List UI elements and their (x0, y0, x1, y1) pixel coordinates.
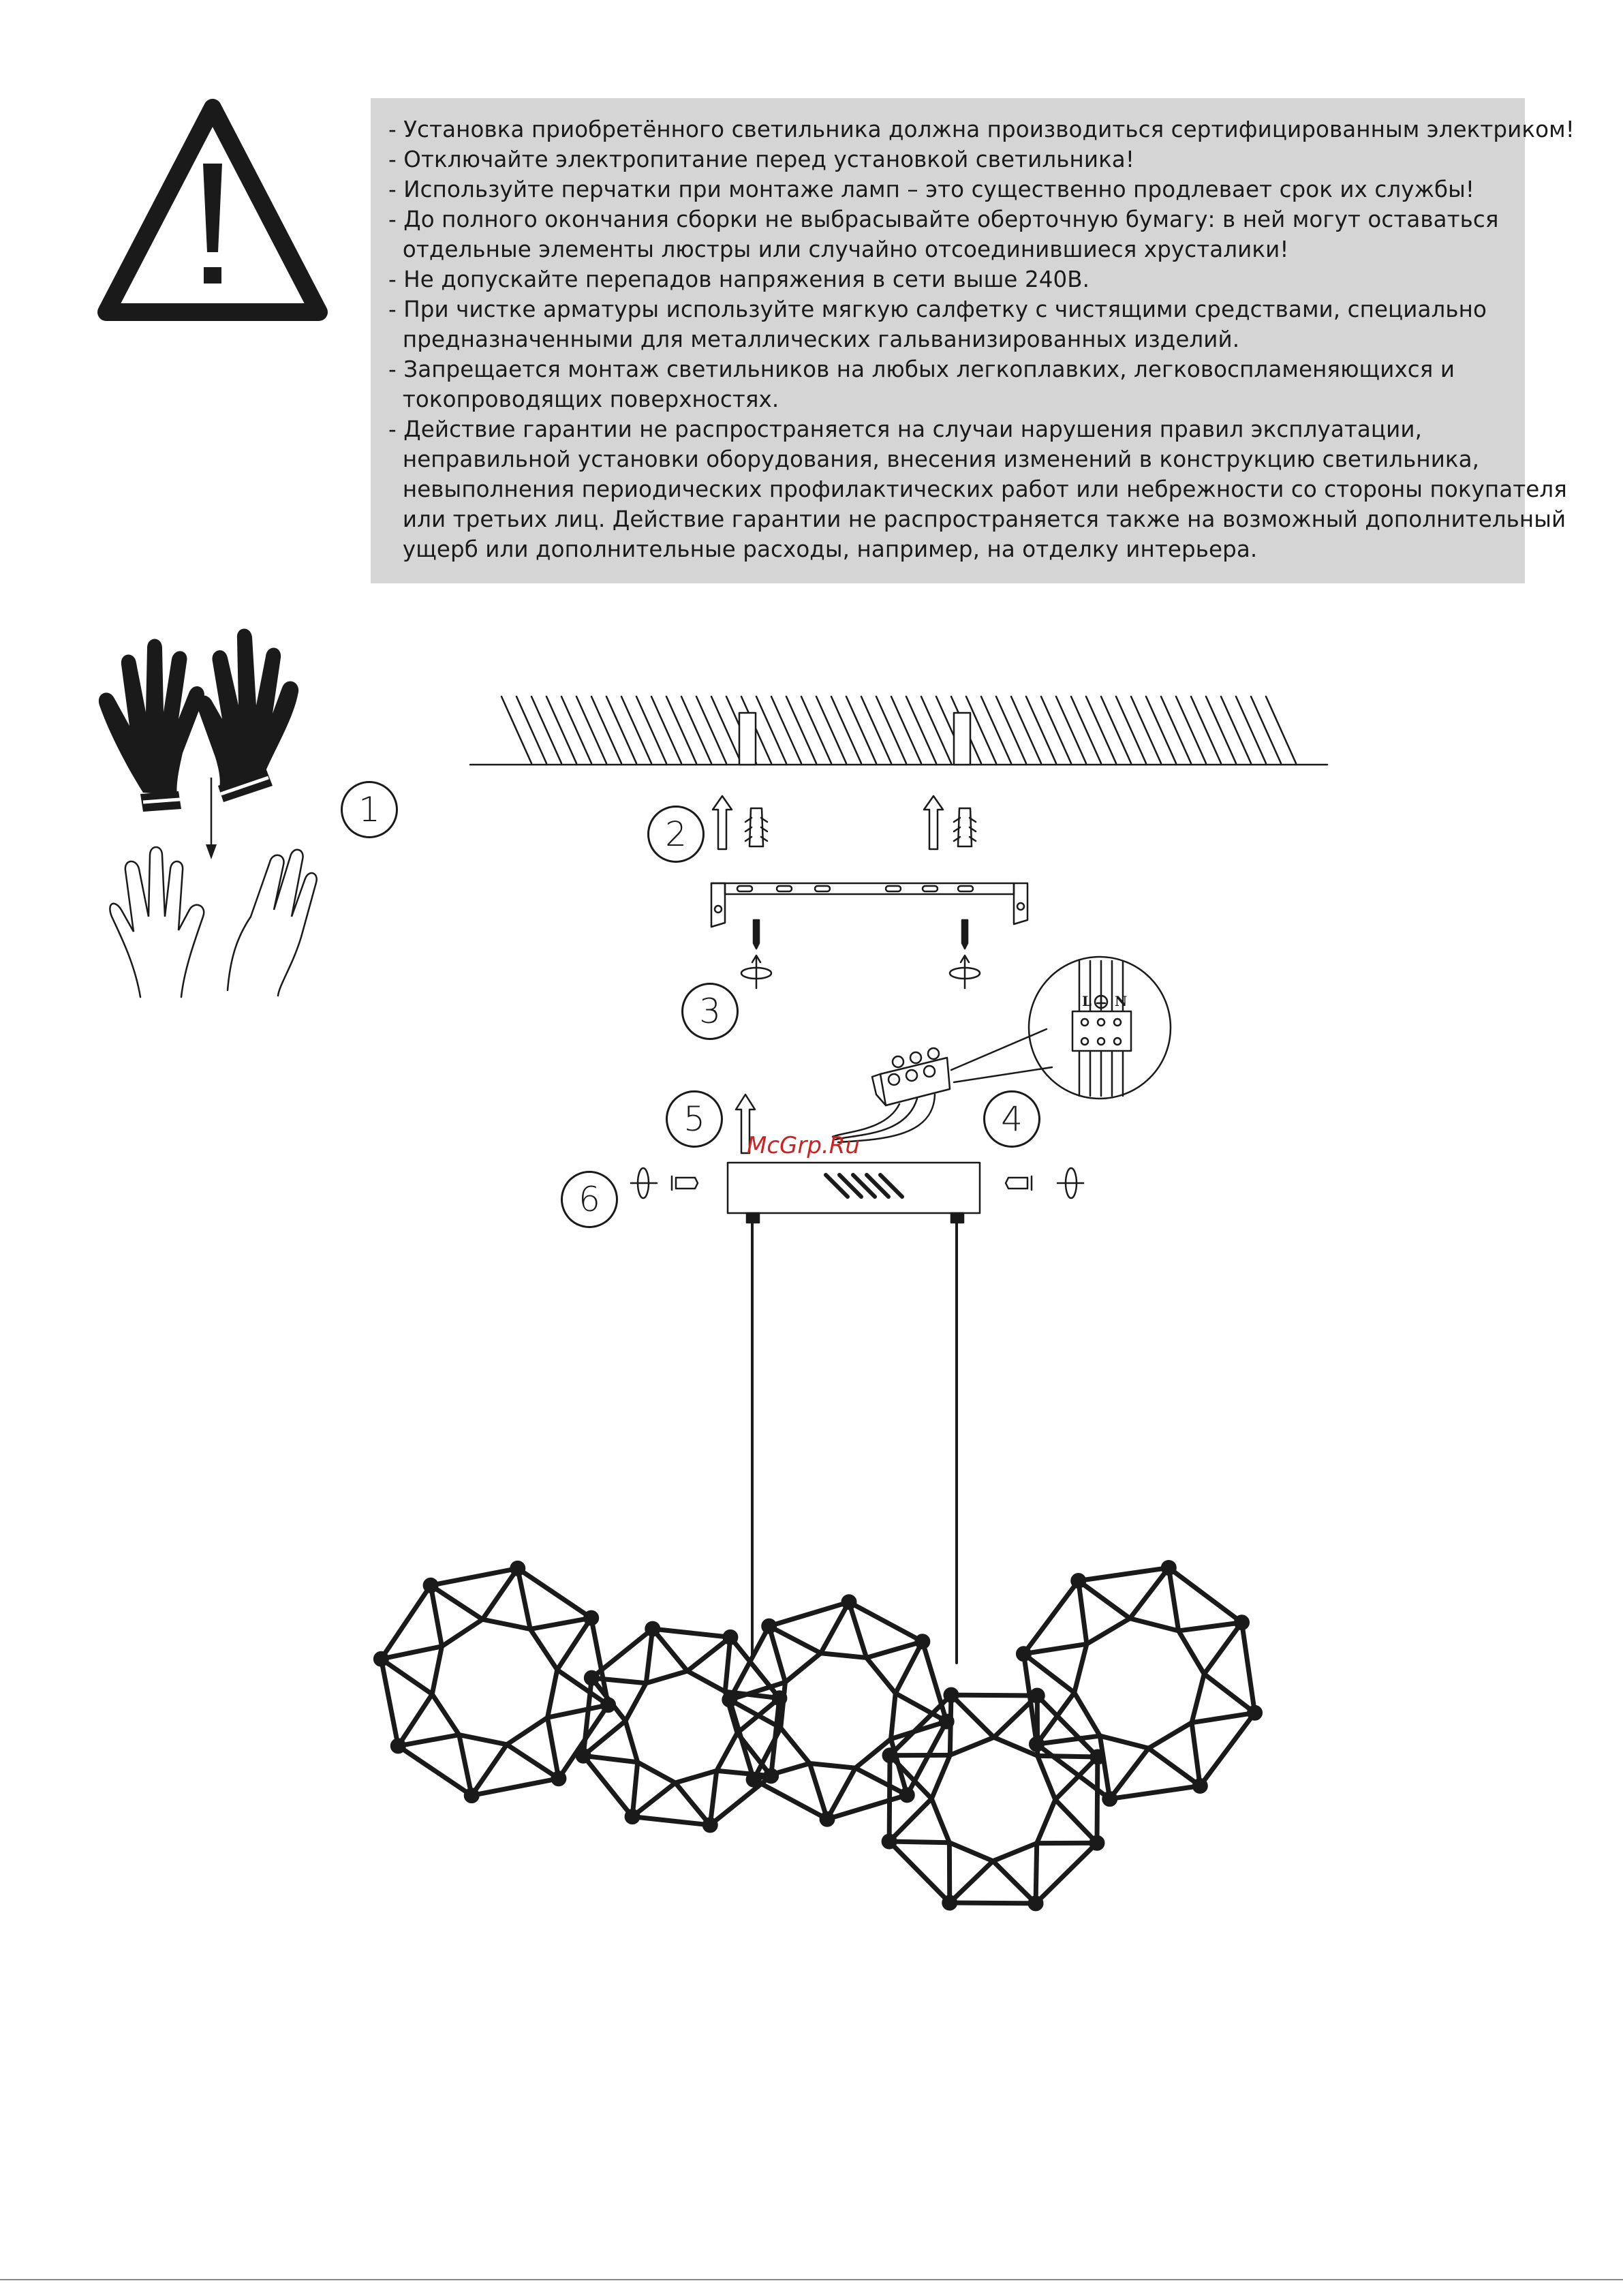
warning-triangle-icon (97, 95, 328, 328)
ceiling-hatch-line (636, 697, 666, 763)
pendant-cages (375, 1562, 1260, 1908)
ceiling-hatch-line (1236, 697, 1266, 763)
pendant-cage (724, 1597, 952, 1824)
wall-plug-icon (745, 808, 976, 846)
left-glove (99, 639, 204, 812)
warning-box (371, 98, 1575, 583)
ceiling-hatch-line (936, 697, 966, 763)
terminal-magnifier (951, 957, 1171, 1099)
ceiling-hatch-line (816, 697, 846, 763)
ceiling-hatch-line (576, 697, 606, 763)
terminal-label-neutral: N (1115, 993, 1128, 1009)
ceiling-hatch-line (561, 697, 591, 763)
ceiling-hatch-line (846, 697, 876, 763)
ceiling-hatch-line (1146, 697, 1176, 763)
ceiling-hatch-line (1056, 697, 1086, 763)
ceiling-hatch-line (1011, 697, 1041, 763)
right-glove (196, 628, 298, 802)
ceiling-hatch-line (1101, 697, 1131, 763)
ceiling-hatch-line (801, 697, 831, 763)
warning-line: - Не допускайте перепадов напряжения в сети выше 240В. (388, 266, 1090, 292)
canopy (728, 1163, 980, 1223)
warning-line: - Отключайте электропитание перед установкой светильника! (388, 147, 1134, 172)
ceiling-hatch-line (666, 697, 696, 763)
ceiling-hatch-line (981, 697, 1011, 763)
step-4-badge: 4 (983, 1090, 1040, 1148)
warning-line: ущерб или дополнительные расходы, например, на отделку интерьера. (388, 536, 1258, 562)
warning-list (388, 114, 1575, 564)
ceiling-hatch-line (606, 697, 636, 763)
warning-line: - При чистке арматуры используйте мягкую салфетку с чистящими средствами, специально (388, 296, 1487, 322)
ceiling-hatch-line (1041, 697, 1071, 763)
ceiling-hatch-line (831, 697, 861, 763)
warning-line: или третьих лиц. Действие гарантии не распространяется также на возможный дополнительный (388, 506, 1566, 532)
warning-line: токопроводящих поверхностях. (388, 386, 779, 412)
ceiling-hatch-line (696, 697, 726, 763)
warning-line: - До полного окончания сборки не выбрасывайте оберточную бумагу: в ней могут оставаться (388, 206, 1499, 232)
step-6-badge: 6 (561, 1171, 618, 1228)
ceiling-hatch-line (516, 697, 546, 763)
pendant-cage (1018, 1562, 1260, 1804)
ceiling-hatch-line (1116, 697, 1146, 763)
ceiling (470, 697, 1327, 765)
warning-line: отдельные элементы люстры или случайно отсоединившиеся хрусталики! (388, 236, 1289, 262)
ceiling-hatch-line (951, 697, 981, 763)
mounting-bracket (711, 883, 1027, 927)
up-arrow-icon (713, 796, 943, 849)
ceiling-hatch-line (1191, 697, 1221, 763)
screw-icon (754, 920, 968, 949)
warning-line: - Установка приобретённого светильника должна производиться сертифицированным электриком! (388, 117, 1575, 142)
ceiling-hatch-line (1071, 697, 1101, 763)
ceiling-hatch-line (726, 697, 756, 763)
step-3-badge: 3 (681, 983, 739, 1040)
ceiling-hatch-line (1206, 697, 1236, 763)
ceiling-hatch-line (771, 697, 801, 763)
step-5-badge: 5 (666, 1090, 723, 1148)
terminal-label-live: L (1082, 993, 1092, 1009)
warning-line: - Используйте перчатки при монтаже ламп – это существенно продлевает срок их службы! (388, 177, 1474, 202)
ceiling-hatch-line (591, 697, 621, 763)
step-1-badge: 1 (341, 781, 398, 838)
ceiling-hatch-line (1026, 697, 1056, 763)
ceiling-hatch-line (651, 697, 681, 763)
ceiling-hatch-line (1266, 697, 1296, 763)
ceiling-hatch-line (621, 697, 651, 763)
ceiling-hatch-line (1221, 697, 1251, 763)
ceiling-hatch-line (891, 697, 921, 763)
warning-line: неправильной установки оборудования, внесения изменений в конструкцию светильника, (388, 446, 1480, 472)
ceiling-hatch-line (861, 697, 891, 763)
ceiling-hatch-line (876, 697, 906, 763)
suspension-rods (752, 1223, 957, 1663)
ceiling-hatch-line (741, 697, 771, 763)
pendant-cage (884, 1689, 1103, 1909)
ceiling-hatch-line (681, 697, 711, 763)
ceiling-hatch-line (1131, 697, 1161, 763)
pendant-cage (375, 1563, 613, 1801)
screwdriver-rotation-icon (741, 955, 980, 988)
watermark-text: McGrp.Ru (747, 1132, 860, 1159)
page-bottom-rule (0, 2279, 1623, 2280)
ceiling-hatch-line (1251, 697, 1281, 763)
ceiling-hatch-line (996, 697, 1026, 763)
ceiling-hatch-line (921, 697, 951, 763)
ceiling-hatch-line (1176, 697, 1206, 763)
ceiling-hatch-line (1161, 697, 1191, 763)
warning-line: невыполнения периодических профилактических работ или небрежности со стороны покупателя (388, 476, 1567, 502)
gloves-icon (94, 617, 326, 1005)
ceiling-hatch-line (786, 697, 816, 763)
pendant-cage (578, 1623, 785, 1831)
ceiling-hatch-line (1086, 697, 1116, 763)
ceiling-hatch-line (756, 697, 786, 763)
ceiling-hatch-line (711, 697, 741, 763)
ceiling-hatch-line (966, 697, 996, 763)
ceiling-hatch-line (531, 697, 561, 763)
ceiling-hatch-line (501, 697, 531, 763)
warning-line: предназначенными для металлических гальванизированных изделий. (388, 326, 1240, 352)
side-screw-icon (631, 1168, 1083, 1198)
warning-line: - Действие гарантии не распространяется на случаи нарушения правил эксплуатации, (388, 416, 1423, 442)
terminal-block (833, 1048, 950, 1142)
step-2-badge: 2 (647, 806, 705, 863)
ceiling-hatch-line (546, 697, 576, 763)
ceiling-hatch-line (906, 697, 936, 763)
warning-line: - Запрещается монтаж светильников на любых легкоплавких, легковоспламеняющихся и (388, 356, 1455, 382)
